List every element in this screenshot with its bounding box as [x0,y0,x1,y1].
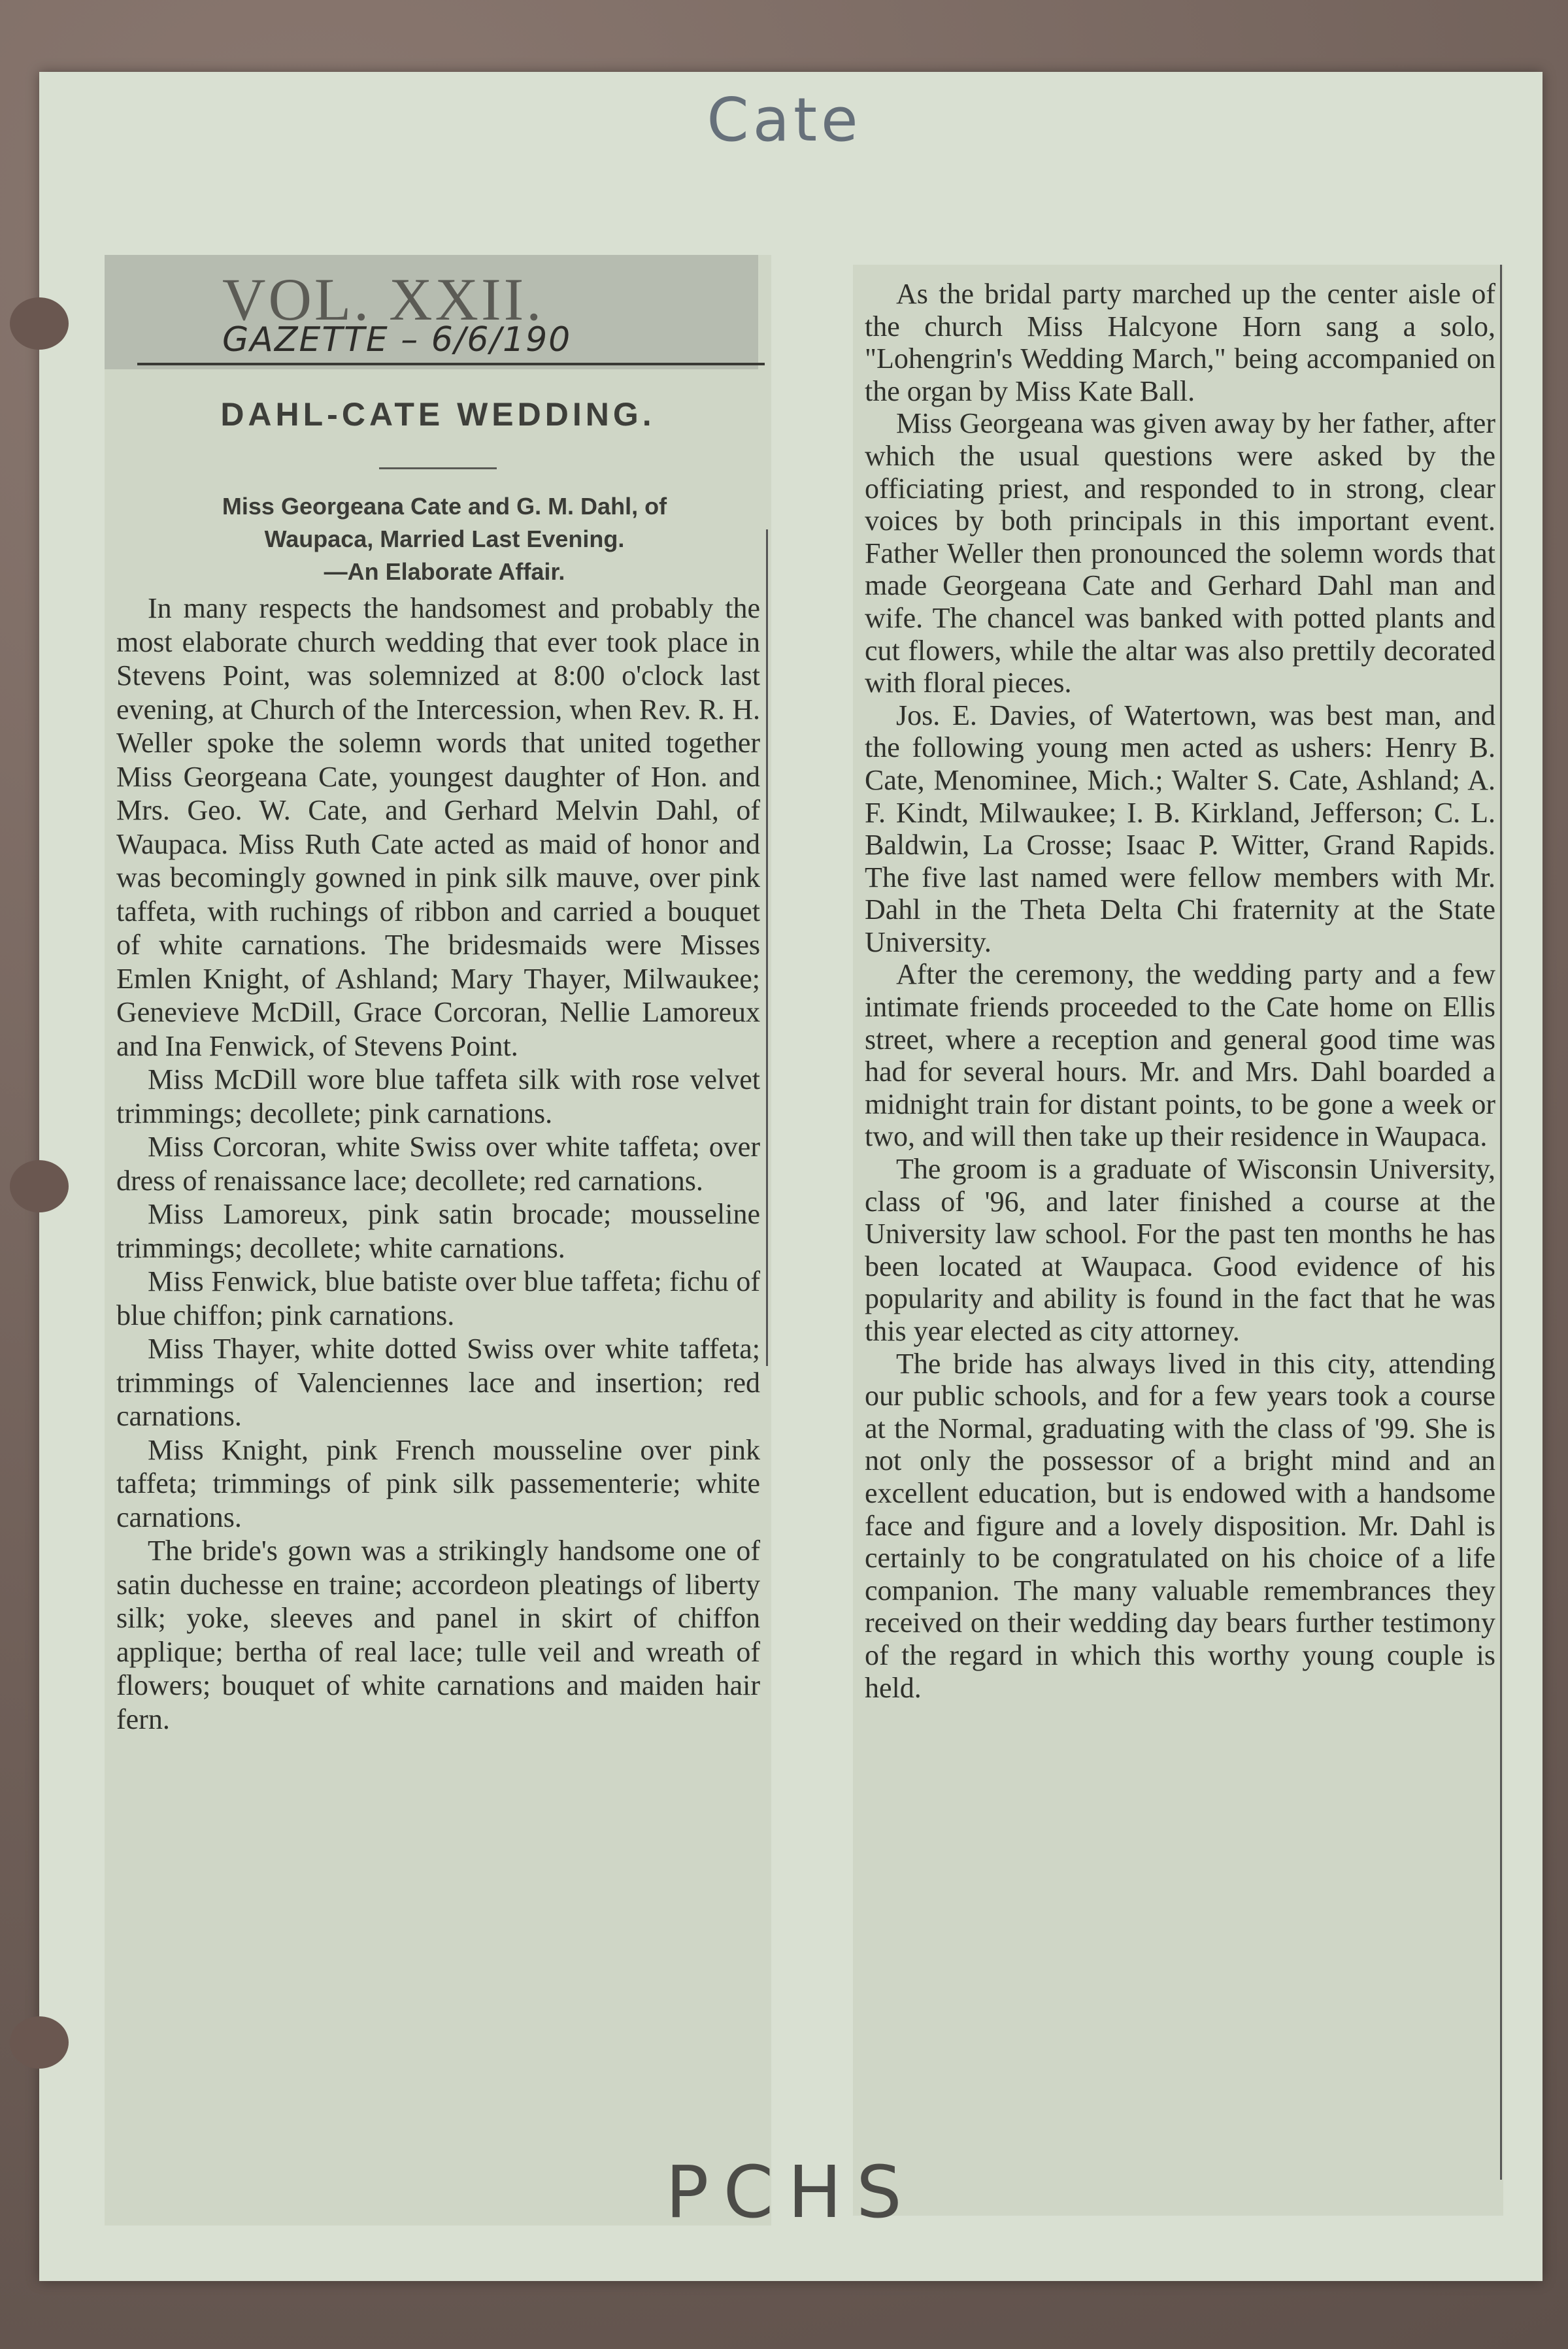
column-rule [766,529,768,1366]
article-paragraph: As the bridal party marched up the center aisle of the church Miss Halcyone Horn sang a solo, "Lohengrin's Wedding March," being accompanied on the organ by Miss Kate Ball. [865,278,1495,407]
handwritten-source-note: GAZETTE – 6/6/190 [222,320,572,359]
article-paragraph: Miss Georgeana was given away by her father, after which the usual questions were asked by the officiating priest, and responded to in strong, clear voices by both principals in this important event. Father Weller then pronounced the solemn words that made Georgeana Cate and Gerhard Dahl man and wife. The chancel was banked with potted plants and cut flowers, while the altar was also prettily decorated with floral pieces. [865,407,1495,699]
article-paragraph: Miss Lamoreux, pink satin brocade; mousseline trimmings; decollete; white carnations. [116,1198,760,1264]
punch-hole-bottom [10,2016,69,2069]
article-body-right [865,278,1495,1704]
volume-label: VOL. XXII. [222,266,544,333]
subhead-line: Waupaca, Married Last Evening. [264,525,625,552]
punch-hole-top [10,297,69,350]
article-paragraph: Miss Corcoran, white Swiss over white taffeta; over dress of renaissance lace; decollete; red carnations. [116,1131,760,1197]
article-paragraph: Miss Thayer, white dotted Swiss over white taffeta; trimmings of Valenciennes lace and insertion; red carnations. [116,1333,760,1432]
clipping-right-column [853,265,1503,2216]
article-paragraph: The bride's gown was a strikingly handsome one of satin duchesse en traine; accordeon pleatings of liberty silk; yoke, sleeves and panel in skirt of chiffon applique; bertha of real lace; tulle veil and wreath of flowers; bouquet of white carnations and maiden hair fern. [116,1535,760,1735]
article-paragraph: After the ceremony, the wedding party and a few intimate friends proceeded to the Cate home on Ellis street, where a reception and general good time was had for several hours. Mr. and Mrs. Dahl boarded a midnight train for distant points, to be gone a week or two, and will then take up their residence in Waupaca. [865,958,1495,1153]
article-paragraph: The groom is a graduate of Wisconsin University, class of '96, and later finished a course at the University law school. For the past ten months he has been located at Waupaca. Good evidence of his popularity and ability is found in the fact that he was this year elected as city attorney. [865,1153,1495,1347]
headline-divider [379,467,497,469]
clipping-left-column [105,255,771,2225]
article-headline: DAHL-CATE WEDDING. [220,396,656,433]
masthead-band [105,255,758,369]
handwritten-surname: Cate [707,85,862,155]
column-rule [1500,265,1502,2180]
article-subhead [118,490,771,588]
article-body-left [116,591,760,1736]
punch-hole-middle [10,1160,69,1212]
article-paragraph: Miss Fenwick, blue batiste over blue taffeta; fichu of blue chiffon; pink carnations. [116,1265,760,1331]
masthead-rule [137,363,765,365]
archive-watermark: PCHS [665,2150,916,2234]
subhead-line: —An Elaborate Affair. [324,558,565,585]
article-paragraph: Miss McDill wore blue taffeta silk with rose velvet trimmings; decollete; pink carnations. [116,1063,760,1129]
subhead-line: Miss Georgeana Cate and G. M. Dahl, of [222,493,667,520]
article-paragraph: Miss Knight, pink French mousseline over pink taffeta; trimmings of pink silk passementerie; white carnations. [116,1433,760,1533]
article-paragraph: Jos. E. Davies, of Watertown, was best man, and the following young men acted as ushers: Henry B. Cate, Menominee, Mich.; Walter S. Cate, Ashland; A. F. Kindt, Milwaukee; I. B. Kirkland, Jefferson; C. L. Baldwin, La Crosse; Isaac P. Witter, Grand Rapids. The five last named were fellow members with Mr. Dahl in the Theta Delta Chi fraternity at the State University. [865,699,1495,958]
article-paragraph: The bride has always lived in this city, attending our public schools, and for a few years took a course at the Normal, graduating with the class of '99. She is not only the possessor of a bright mind and an excellent education, but is endowed with a handsome face and figure and a lovely disposition. Mr. Dahl is certainly to be congratulated on his choice of a life companion. The many valuable remembrances they received on their wedding day bears further testimony of the regard in which this worthy young couple is held. [865,1347,1495,1704]
article-paragraph: In many respects the handsomest and probably the most elaborate church wedding that ever took place in Stevens Point, was solemnized at 8:00 o'clock last evening, at Church of the Intercession, when Rev. R. H. Weller spoke the solemn words that united together Miss Georgeana Cate, youngest daughter of Hon. and Mrs. Geo. W. Cate, and Gerhard Melvin Dahl, of Waupaca. Miss Ruth Cate acted as maid of honor and was becomingly gowned in pink silk mauve, over pink taffeta, with ruchings of ribbon and carried a bouquet of white carnations. The bridesmaids were Misses Emlen Knight, of Ashland; Mary Thayer, Milwaukee; Genevieve McDill, Grace Corcoran, Nellie Lamoreux and Ina Fenwick, of Stevens Point. [116,592,760,1062]
